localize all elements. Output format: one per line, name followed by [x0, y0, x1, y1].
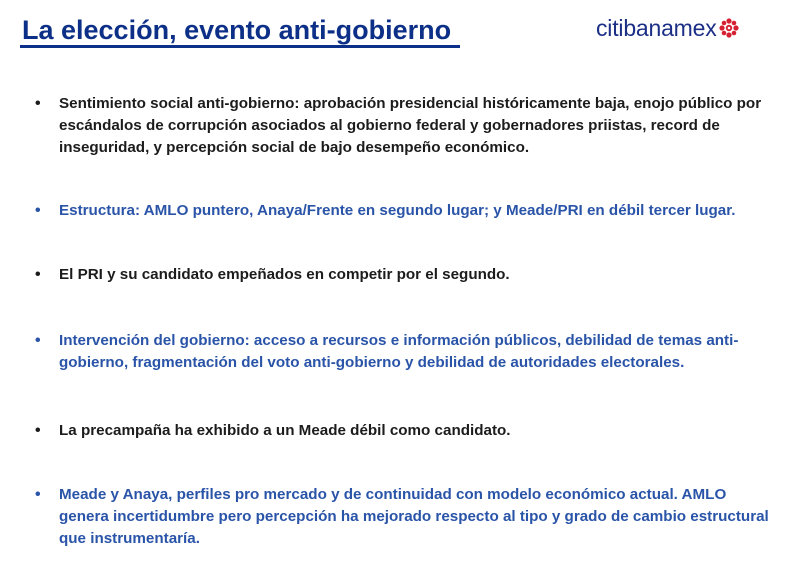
bullet-item	[35, 484, 775, 550]
bullet-marker: •	[35, 332, 41, 349]
bullet-text: El PRI y su candidato empeñados en competir por el segundo.	[59, 266, 510, 283]
bullet-text: Intervención del gobierno: acceso a recursos e información públicos, debilidad de temas anti-gobierno, fragmentación del voto anti-gobierno y debilidad de autoridades electorales.	[59, 332, 739, 371]
bullet-item	[35, 93, 775, 159]
bullet-marker: •	[35, 266, 41, 283]
logo-citi: citi	[596, 15, 624, 41]
bullet-text: La precampaña ha exhibido a un Meade débil como candidato.	[59, 422, 511, 439]
bullet-marker: •	[35, 202, 41, 219]
bullet-item	[35, 330, 775, 374]
bullet-marker: •	[35, 95, 41, 112]
bullet-text: Meade y Anaya, perfiles pro mercado y de continuidad con modelo económico actual. AMLO genera incertidumbre pero percepción ha mejorado respecto al tipo y grado de cambio estructural que instrumentaría.	[59, 486, 769, 547]
bullet-text: Sentimiento social anti-gobierno: aprobación presidencial históricamente baja, enojo público por escándalos de corrupción asociados al gobierno federal y gobernadores priistas, record de inseguridad, y percepción social de bajo desempeño económico.	[59, 95, 762, 156]
bullet-text: Estructura: AMLO puntero, Anaya/Frente en segundo lugar; y Meade/PRI en débil tercer lugar.	[59, 202, 736, 219]
bullet-marker: •	[35, 486, 41, 503]
bullet-item	[35, 420, 775, 442]
bullet-marker: •	[35, 422, 41, 439]
slide-title: La elección, evento anti-gobierno	[22, 15, 452, 45]
bullet-item	[35, 200, 775, 222]
logo-banamex: banamex	[623, 15, 717, 41]
bullet-item	[35, 264, 775, 286]
